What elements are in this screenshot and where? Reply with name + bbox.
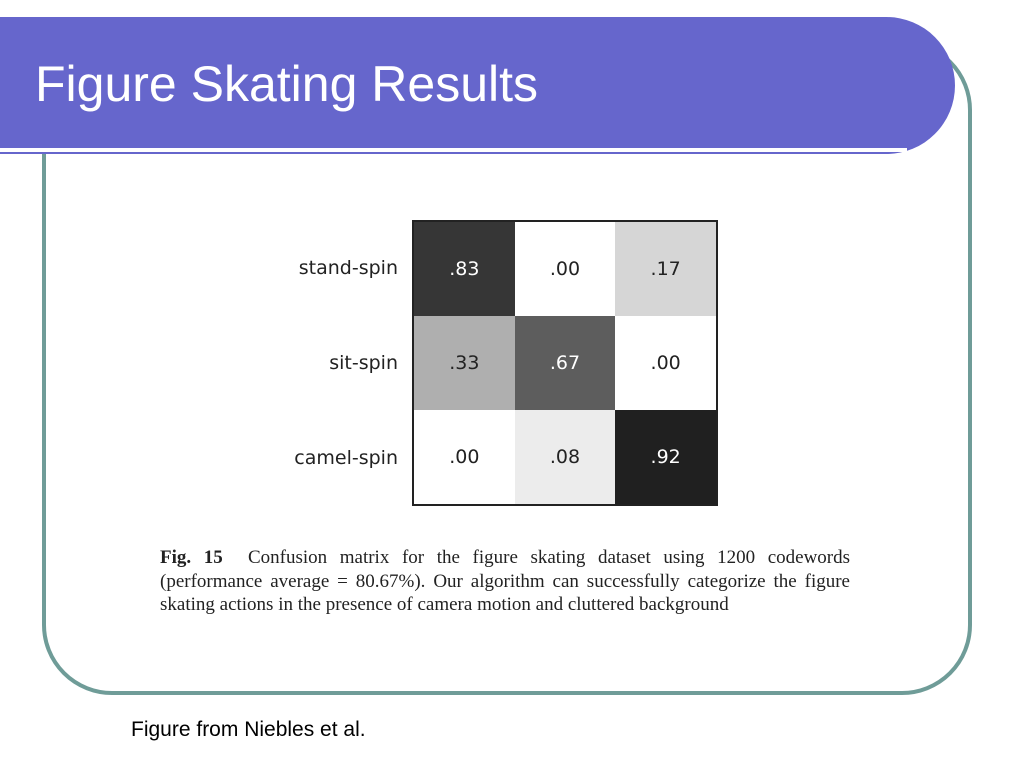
confusion-matrix (412, 220, 718, 506)
matrix-cell-r2-c2: .92 (615, 410, 716, 504)
matrix-cell-r2-c1: .08 (515, 410, 616, 504)
matrix-cell-r0-c2: .17 (615, 222, 716, 316)
matrix-cell-r0-c0: .83 (414, 222, 515, 316)
caption-fig-label: Fig. 15 (160, 547, 223, 568)
title-underline (0, 148, 907, 152)
row-label-camel-spin: camel-spin (294, 447, 398, 470)
matrix-cell-r1-c1: .67 (515, 316, 616, 410)
matrix-cell-r0-c1: .00 (515, 222, 616, 316)
matrix-cell-r1-c2: .00 (615, 316, 716, 410)
row-label-stand-spin: stand-spin (298, 256, 398, 279)
matrix-cell-r2-c0: .00 (414, 410, 515, 504)
matrix-cell-r1-c0: .33 (414, 316, 515, 410)
matrix-row-labels (230, 220, 398, 506)
slide-title: Figure Skating Results (35, 56, 539, 112)
caption-text: Confusion matrix for the figure skating dataset using 1200 codewords (performance average = 80.67%). Our algorithm can successfully categorize the figure skating actions in the presence of camera motion and cluttered background (160, 547, 851, 615)
row-label-sit-spin: sit-spin (329, 351, 398, 374)
figure-caption (160, 546, 850, 617)
title-banner (0, 17, 955, 154)
slide-footer: Figure from Niebles et al. (131, 718, 366, 741)
